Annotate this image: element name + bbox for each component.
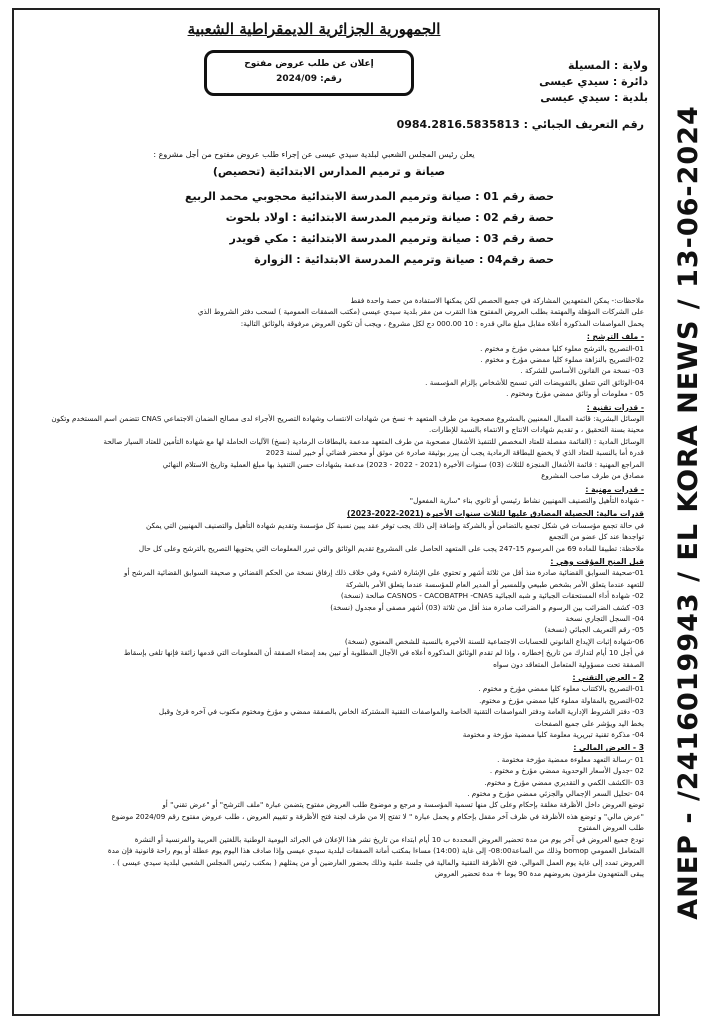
body-line: تواجدها عند كل عضو من التجمع xyxy=(549,532,644,542)
body-line: 02 -جدول الأسعار الوحدوية ممضي مؤرخ و مختوم . xyxy=(489,766,644,776)
notice-title: إعلان عن طلب عروض مفتوح xyxy=(244,59,374,69)
body-line: 04- مذكرة تقنية تبريرية معلومة كليا ممضية مؤرخة و مختومة xyxy=(462,730,644,740)
body-line: 02-التصريح بالمقاولة مملوء كليا ممضي مؤرخ و مختوم. xyxy=(479,695,644,705)
notice-page xyxy=(12,8,660,1016)
publication-reference: ANEP - /2416019943 / EL KORA NEWS / 13-06-2024 xyxy=(672,104,704,920)
body-line: 04 -تحليل السعر الإجمالي والجزئي ممضي مؤرخ و مختوم . xyxy=(467,789,644,799)
body-line: ملاحظات:- يمكن المتعهدين المشاركة في جميع الحصص لكن يمكنها الاستفادة من حصة واحدة فقط xyxy=(350,296,644,305)
section-heading: - قدرات تقنية : xyxy=(586,402,644,412)
body-line: 01 -رسالة التعهد معلوءة ممضية مؤرخة مختومة . xyxy=(497,754,644,764)
body-line: محينة بسنة التحقيق ، و تقديم شهادات الانتاج و الانتماء بالنسبة للإطارات. xyxy=(429,425,644,435)
section-heading: - ملف الترشح : xyxy=(586,332,644,342)
body-line: تودع جميع العروض في آخر يوم من مدة تحضير العروض المحددة ب 10 أيام ابتداء من تاريخ نشر هذا الإعلان في الجرائد اليومية الوطنية باللغتين العربية والفرنسية أو النشرة xyxy=(134,834,644,844)
section-heading: - قدرات مهنية : xyxy=(585,484,644,494)
body-line: للتعهد عندما يتعلق الأمر بشخص طبيعي وللمسير أو المدير العام للمؤسسة عندما يتعلق الأمر بالشركة xyxy=(345,579,644,589)
body-line: يحمل المواصفات المذكورة أعلاه مقابل مبلغ مالي قدره : 10 000.00 دج لكل مشروع ، ويجب أن تكون العروض مرفوقة بالوثائق التالية: xyxy=(240,318,644,328)
section-heading: قدرات مالية: الحصيلة المصادق عليها للثلاث سنوات الأخيرة (2021-2022-2023) xyxy=(346,509,644,519)
body-line: طلب العروض المفتوح xyxy=(577,823,644,833)
intro-text: يعلن رئيس المجلس الشعبي لبلدية سيدي عيسى عن إجراء طلب عروض مفتوح من أجل مشروع : xyxy=(153,150,475,159)
body-line: 03- نسخة من القانون الأساسي للشركة . xyxy=(520,366,644,376)
lot-item: حصة رقم04 : صيانة وترميم المدرسة الابتدائية : الزوارة xyxy=(254,253,554,266)
body-line: 04- السجل التجاري نسخة xyxy=(565,613,644,623)
body-line: توضع العروض داخل الأظرفة مغلقة بإحكام وعلى كل منها تسمية المؤسسة و مرجع و موضوع طلب العروض مفتوح يتضمن عبارة "ملف الترشح" أو "عرض تقني" أو xyxy=(162,800,644,810)
lot-item: حصة رقم 02 : صيانة وترميم المدرسة الابتدائية : اولاد بلحوت xyxy=(225,211,554,224)
body-line: "عرض مالي" و توضع هذه الأظرفة في ظرف آخر مقفل بإحكام و يحمل عبارة " لا تفتح إلا من طرف لجنة فتح الأظرفة و تقييم العروض ، طلب عروض مفتوح رقم 2024/09 موضوع xyxy=(111,811,644,821)
body-line: 02-التصريح بالنزاهة مملوء كليا ممضي مؤرخ و مختوم . xyxy=(480,355,644,365)
body-line: مصادق من طرف صاحب المشروع xyxy=(541,471,644,481)
body-line: 05- رقم التعريف الجبائي (نسخة) xyxy=(544,625,644,635)
body-line: 01-التصريح بالترشح معلوء كليا ممضي مؤرخ و مختوم . xyxy=(480,343,644,353)
body-line: بخط اليد ويؤشر على جميع الصفحات xyxy=(534,718,644,728)
body-line: الوسائل البشرية: قائمة العمال المعنيين بالمشروع مصحوبة من طرف المتعهد + نسخ من شهادات الانتساب وشهادة التصريح الأجراء لدى مصالح الضمان الاجتماعي CNAS تتضمن اسم المستخدم وتكون xyxy=(51,414,644,424)
notice-number: رقم: 2024/09 xyxy=(276,74,342,84)
section-heading: قبل المنح المؤقت وهي : xyxy=(550,556,644,566)
body-line: المراجع المهنية : قائمة الأشغال المنجزة للثلاث (03) سنوات الأخيرة (2021 - 2022 - 2023) مدعمة بشهادات حسن التنفيذ بها مبلغ العملية وتاريخ الاستلام النهائي xyxy=(162,459,644,469)
body-line: 04-الوثائق التي تتعلق بالتفويضات التي تسمح للأشخاص بإلزام المؤسسة . xyxy=(425,377,644,387)
body-line: 01-صحيفة السوابق القضائية صادرة منذ أقل من ثلاثة أشهر و تحتوي على الإشارة لاشيء وفي خلاف ذلك إرفاق نسخة من الحكم القضائي و صحيفة السوابق القضائية المرشح أو xyxy=(123,568,644,578)
daira-line: دائرة : سيدي عيسى xyxy=(539,75,648,88)
body-line: - شهادة التأهيل والتصنيف المهنيين نشاط رئيسي أو ثانوي بناء "سارية المفعول" xyxy=(409,495,644,505)
body-line: يبقى المتعهدون ملزمون بعروضهم مدة 90 يوما + مدة تحضير العروض xyxy=(434,868,644,878)
body-line: 03 -الكشف الكمي و التقديري ممضي مؤرخ و مختوم. xyxy=(484,777,644,787)
administration-block xyxy=(448,58,648,106)
project-subject: صيانة و ترميم المدارس الابتدائية (تحصيص) xyxy=(212,165,446,178)
tax-id-line: رقم التعريف الجبائي : 0984.2816.5835813 xyxy=(396,118,644,131)
republic-heading: الجمهورية الجزائرية الديمقراطية الشعبية xyxy=(187,20,441,38)
body-line: 01-التصريح بالاكتتاب معلوء كليا ممضي مؤرخ و مختوم . xyxy=(478,684,644,694)
body-line: في أجل 10 أيام لتدارك من تاريخ إخطاره ، وإذا لم تقدم الوثائق المذكورة أعلاه في الآجال المطلوبة أو تبين بعد إمضاء الصفقة أن المعلومات التي قدمها زائفة فإنها تلغى بإسقاط xyxy=(123,648,644,658)
body-line: العروض تمدد إلى غاية يوم العمل الموالي. فتح الأظرفة التقنية والمالية في جلسة علنية وذلك بحضور العارضين أو من يمثلهم ( بمكتب رئيس المجلس الشعبي لبلدية سيدي عيسى ) . xyxy=(112,857,644,867)
wilaya-line: ولاية : المسيلة xyxy=(567,59,648,72)
lot-item: حصة رقم 01 : صيانة وترميم المدرسة الابتدائية محجوبي محمد الربيع xyxy=(184,190,554,203)
section-heading: 2 - العرض التقني : xyxy=(572,673,644,682)
body-line: 06-شهادة إثبات الإيداع القانوني للحسابات الاجتماعية للسنة الأخيرة بالنسبة للشخص المعنوي (نسخة) xyxy=(344,636,644,646)
body-line: الصفقة تحت مسؤولية المتعامل المتعاقد دون سواه xyxy=(493,659,644,669)
publication-reference-band xyxy=(665,0,711,1024)
body-line: في حالة تجمع مؤسسات في شكل تجمع بالتضامن أو بالشركة وإضافة إلى ذلك يجب توفر عقد يبين نسبة كل مؤسسة وتقديم شهادة التأهيل والتصنيف المهنيين التي يمكن xyxy=(145,520,644,530)
lot-item: حصة رقم 03 : صيانة وترميم المدرسة الابتدائية : مكي قويدر xyxy=(229,232,554,245)
notice-title-box xyxy=(204,50,414,96)
commune-line: بلدية : سيدي عيسى xyxy=(540,91,648,104)
body-line: 05 - معلومات أو وثائق ممضي مؤرخ ومختوم . xyxy=(506,389,644,399)
lots-list xyxy=(154,186,554,270)
section-heading: 3 - العرض المالي : xyxy=(573,743,644,753)
body-line: قدرة أما بالنسبة للعتاد الذي لا يخضع للبطاقة الرمادية يجب أن يبرر بوثيقة صادرة عن موثق أو محضر قضائي أو خبير لسنة 2023 xyxy=(265,448,644,458)
body-line: 02- شهادة أداء المستحقات الجبائية و شبه الجبائية CASNOS - CACOBATPH -CNAS صالحة (نسخة) xyxy=(340,591,644,601)
notice-body xyxy=(28,295,644,879)
body-line: المتعامل العمومي bomop وذلك من الساعة08:00- إلى غاية (14:00) مساءا بمكتب أمانة الصفقات لبلدية سيدي عيسى وإذا صادف هذا اليوم يوم عطلة أو يوم راحة قانونية فإن مدة xyxy=(107,846,644,856)
body-line: الوسائل المادية : (القائمة مفصلة للعتاد المخصص للتنفيذ الأشغال مصحوبة من طرف المتعهد مدعمة بالبطاقات الرمادية (نسخ) الآليات الحاملة لها مع شهادة التأمين للعتاد السيار صالحة xyxy=(103,436,644,446)
body-line: 03- كشف الضرائب بين الرسوم و الضرائب صادرة منذ أقل من ثلاثة (03) أشهر مصفى أو مجدول (نسخة) xyxy=(330,602,644,612)
body-line: على الشركات المؤهلة والمهتمة بطلب العروض المفتوح هذا التقرب من مقر بلدية سيدي عيسى (مكتب الصفقات العمومية ) لسحب دفتر الشروط الذي xyxy=(197,307,644,317)
body-line: ملاحظة: تطبيقا للمادة 69 من المرسوم 15-247 يجب على المتعهد الحاصل على المشروع تقديم الوثائق والتي تبرر المعلومات التي يحتويها التصريح بالترشح وعلى كل حال xyxy=(138,543,644,553)
body-line: 03- دفتر الشروط الإدارية العامة ودفتر المواصفات التقنية الخاصة والمواصفات التقنية المشتركة الخاص بالصفقة ممضي و مؤرخ ومختوم مكتوب في آخره قرئ وقبل xyxy=(158,707,644,717)
